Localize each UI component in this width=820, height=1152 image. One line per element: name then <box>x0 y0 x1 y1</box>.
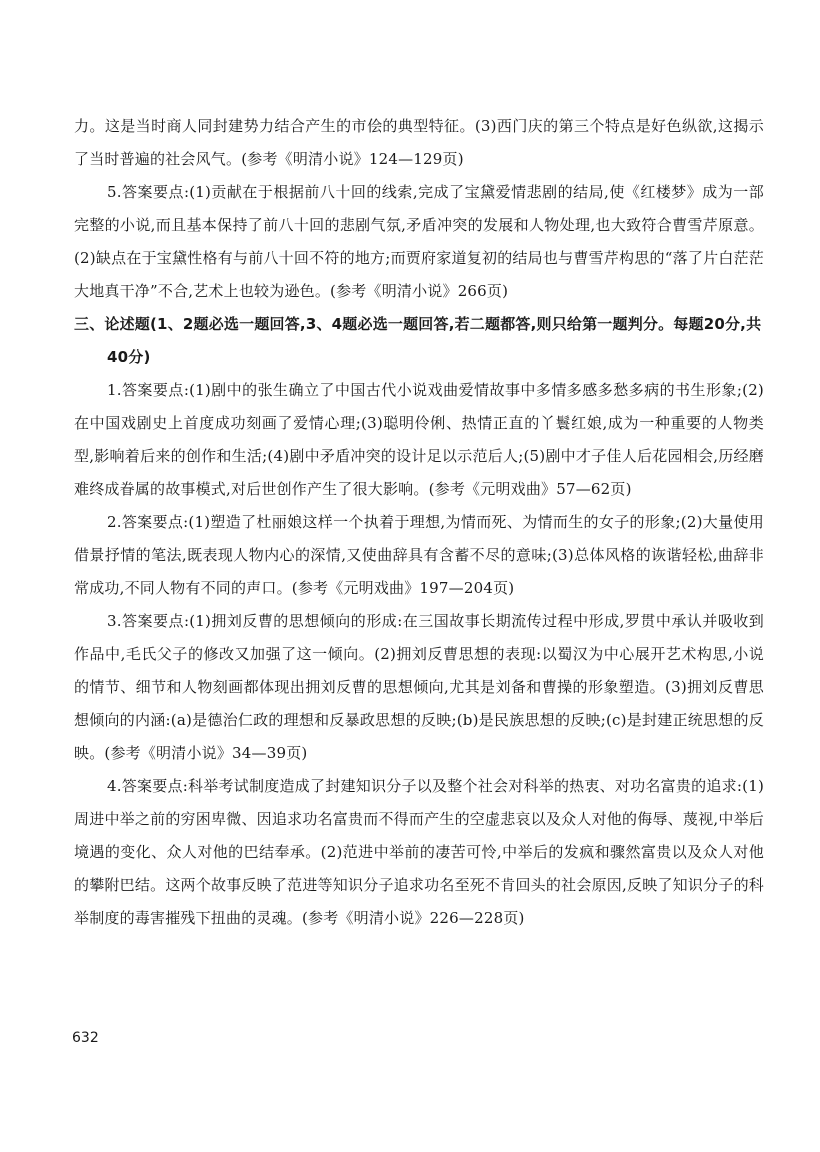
continued-paragraph: 力。这是当时商人同封建势力结合产生的市侩的典型特征。(3)西门庆的第三个特点是好色纵欲,这揭示了当时普遍的社会风气。(参考《明清小说》124—129页) <box>74 117 764 168</box>
page-content <box>74 110 764 935</box>
page-number: 632 <box>72 1030 99 1046</box>
essay-answer-1: 1.答案要点:(1)剧中的张生确立了中国古代小说戏曲爱情故事中多情多感多愁多病的书生形象;(2)在中国戏剧史上首度成功刻画了爱情心理;(3)聪明伶俐、热情正直的丫鬟红娘,成为一种重要的人物类型,影响着后来的创作和生活;(4)剧中矛盾冲突的设计足以示范后人;(5)剧中才子佳人后花园相会,历经磨难终成眷属的故事模式,对后世创作产生了很大影响。(参考《元明戏曲》57—62页) <box>74 381 764 498</box>
answer-5-paragraph: 5.答案要点:(1)贡献在于根据前八十回的线索,完成了宝黛爱情悲剧的结局,使《红楼梦》成为一部完整的小说,而且基本保持了前八十回的悲剧气氛,矛盾冲突的发展和人物处理,也大致符合曹雪芹原意。(2)缺点在于宝黛性格有与前八十回不符的地方;而贾府家道复初的结局也与曹雪芹构思的“落了片白茫茫大地真干净”不合,艺术上也较为逊色。(参考《明清小说》266页) <box>74 183 764 300</box>
essay-answer-2: 2.答案要点:(1)塑造了杜丽娘这样一个执着于理想,为情而死、为情而生的女子的形象;(2)大量使用借景抒情的笔法,既表现人物内心的深情,又使曲辞具有含蓄不尽的意味;(3)总体风格的诙谐轻松,曲辞非常成功,不同人物有不同的声口。(参考《元明戏曲》197—204页) <box>74 513 764 597</box>
section-heading-essay: 三、论述题(1、2题必选一题回答,3、4题必选一题回答,若二题都答,则只给第一题判分。每题20分,共40分) <box>74 315 762 366</box>
essay-answer-4: 4.答案要点:科举考试制度造成了封建知识分子以及整个社会对科举的热衷、对功名富贵的追求:(1)周进中举之前的穷困卑微、因追求功名富贵而不得而产生的空虚悲哀以及众人对他的侮辱、蔑视,中举后境遇的变化、众人对他的巴结奉承。(2)范进中举前的凄苦可怜,中举后的发疯和骤然富贵以及众人对他的攀附巴结。这两个故事反映了范进等知识分子追求功名至死不肯回头的社会原因,反映了知识分子的科举制度的毒害摧残下扭曲的灵魂。(参考《明清小说》226—228页) <box>74 777 764 927</box>
essay-answer-3: 3.答案要点:(1)拥刘反曹的思想倾向的形成:在三国故事长期流传过程中形成,罗贯中承认并吸收到作品中,毛氏父子的修改又加强了这一倾向。(2)拥刘反曹思想的表现:以蜀汉为中心展开艺术构思,小说的情节、细节和人物刻画都体现出拥刘反曹的思想倾向,尤其是刘备和曹操的形象塑造。(3)拥刘反曹思想倾向的内涵:(a)是德治仁政的理想和反暴政思想的反映;(b)是民族思想的反映;(c)是封建正统思想的反映。(参考《明清小说》34—39页) <box>74 612 764 762</box>
